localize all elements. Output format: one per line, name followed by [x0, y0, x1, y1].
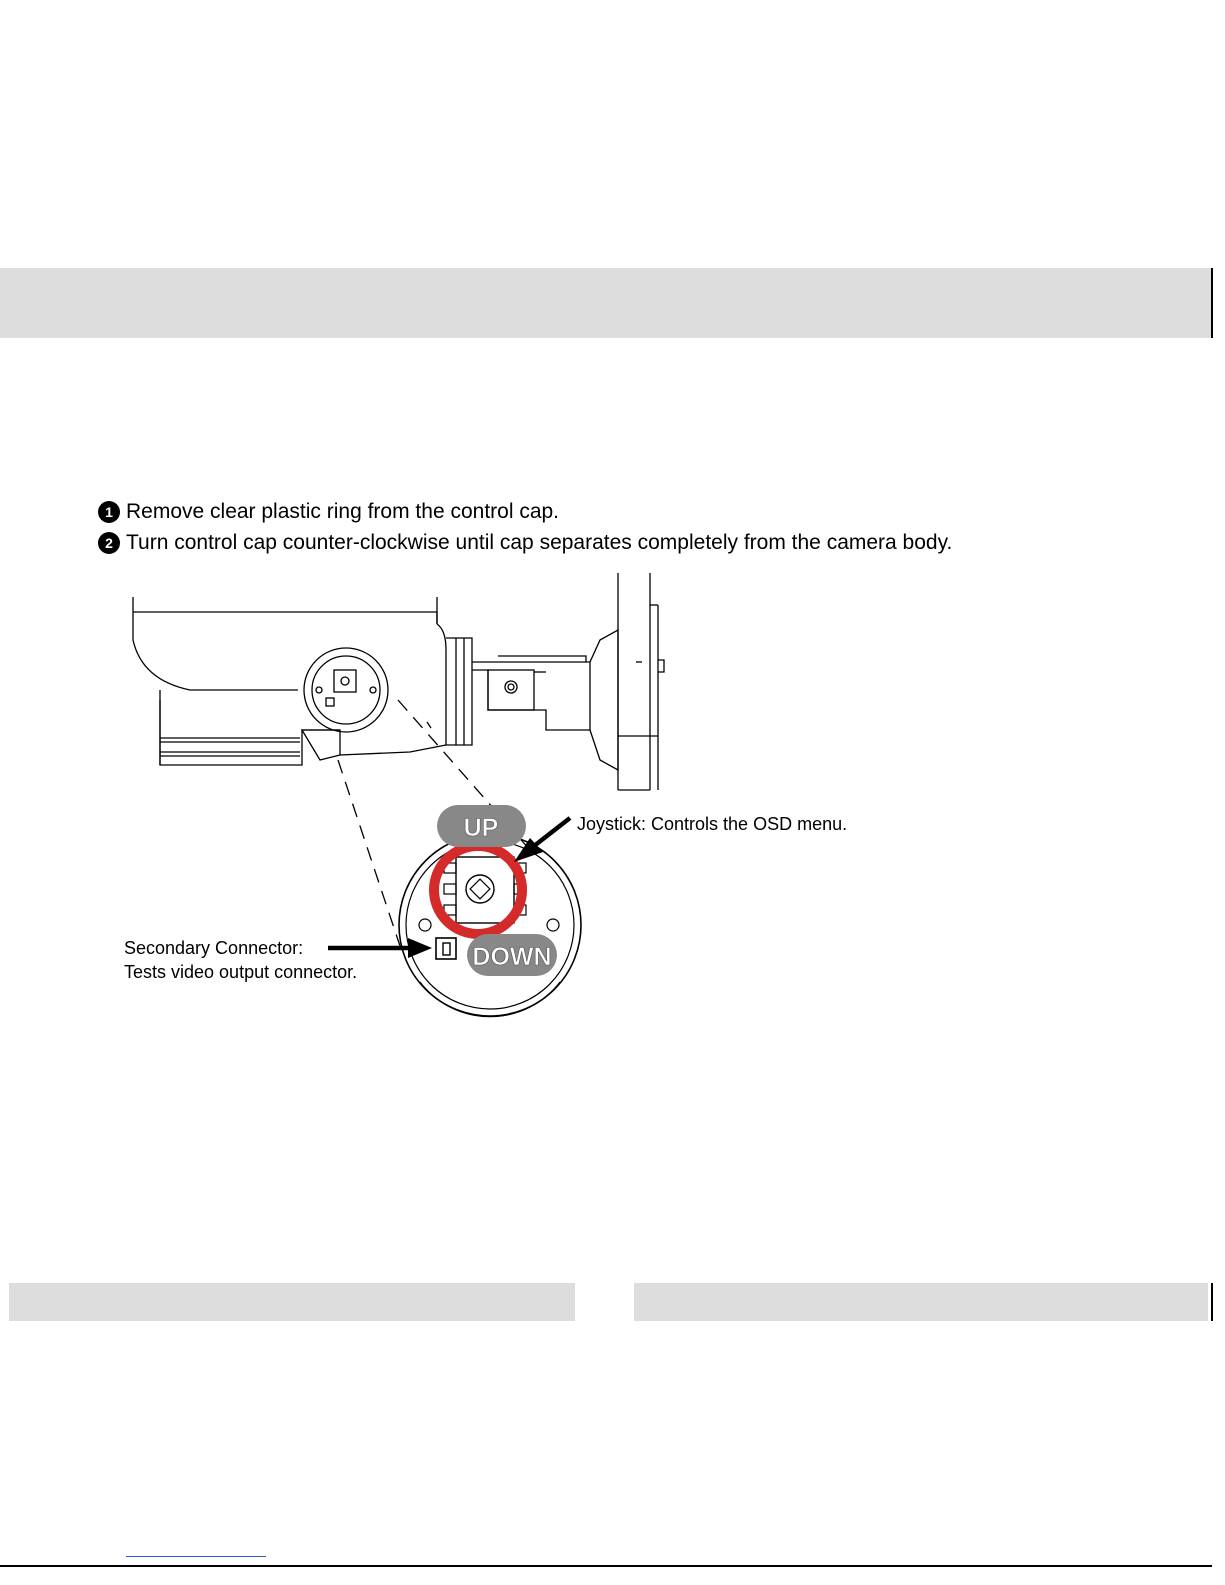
- joystick-highlight-ring: [434, 846, 522, 934]
- section-header-band-left: [9, 1283, 575, 1321]
- instruction-step-1: [98, 500, 559, 524]
- footer-rule: [0, 1565, 1212, 1567]
- page-edge-line: [1211, 1283, 1213, 1321]
- camera-body: [133, 573, 664, 790]
- secondary-connector-callout: [124, 936, 357, 984]
- control-cap-detail: [399, 834, 581, 1017]
- page-edge-line: [1211, 268, 1213, 338]
- up-badge: [437, 805, 526, 847]
- step-text: Remove clear plastic ring from the control cap.: [126, 500, 560, 523]
- step-number-badge: 1: [98, 501, 120, 523]
- joystick-callout: Joystick: Controls the OSD menu.: [577, 814, 848, 834]
- footer-link-underline[interactable]: [126, 1556, 266, 1557]
- step-text: Turn control cap counter-clockwise until cap separates completely from the camera body.: [126, 531, 953, 554]
- secondary-callout-title: Secondary Connector:: [124, 938, 304, 958]
- down-badge: [467, 934, 557, 976]
- instruction-step-2: [98, 531, 952, 555]
- section-header-band-right: [634, 1283, 1208, 1321]
- secondary-callout-desc: Tests video output connector.: [124, 962, 358, 982]
- section-header-band: [0, 268, 1212, 338]
- down-label: DOWN: [472, 943, 552, 971]
- up-label: UP: [463, 814, 499, 842]
- step-number-badge: 2: [98, 532, 120, 554]
